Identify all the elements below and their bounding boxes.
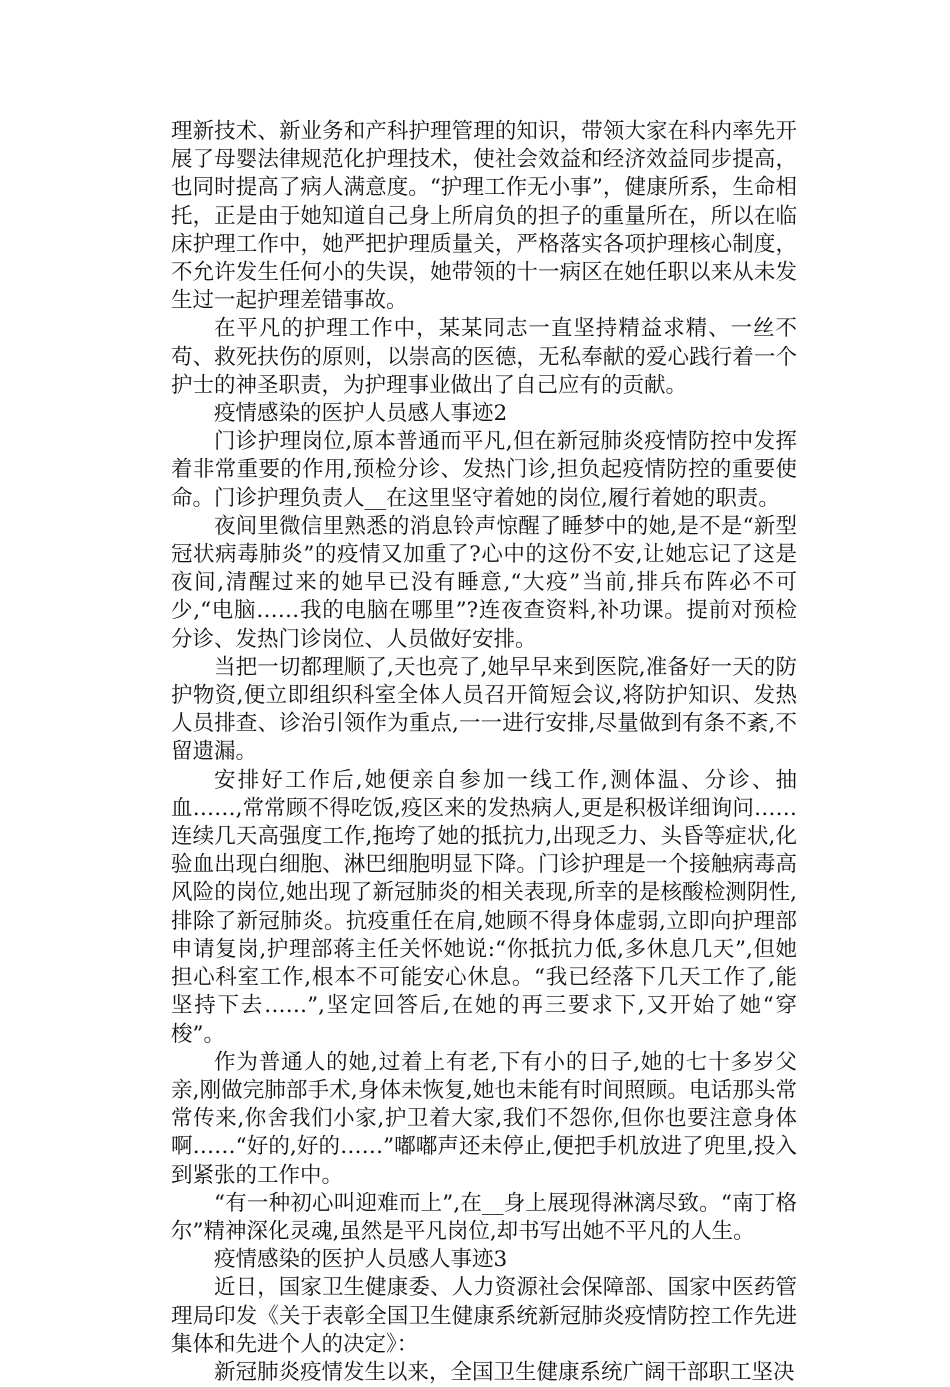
section-heading-2: 疫情感染的医护人员感人事迹2	[214, 401, 508, 427]
paragraph-2: 在平凡的护理工作中，某某同志一直坚持精益求精、一丝不苟、救死扶伤的原则，以崇高的医德，无私奉献的爱心践行着一个护士的神圣职责，为护理事业做出了自己应有的贡献。	[171, 316, 797, 398]
paragraph-7: 作为普通人的她,过着上有老,下有小的日子,她的七十多岁父亲,刚做完肺部手术,身体未恢复,她也未能有时间照顾。电话那头常常传来,你舍我们小家,护卫着大家,我们不怨你,但你也要注意身体啊……“好的,好的……”嘟嘟声还未停止,便把手机放进了兜里,投入到紧张的工作中。	[171, 1049, 797, 1188]
paragraph-3: 门诊护理岗位,原本普通而平凡,但在新冠肺炎疫情防控中发挥着非常重要的作用,预检分诊、发热门诊,担负起疫情防控的重要使命。门诊护理负责人__在这里坚守着她的岗位,履行着她的职责。	[171, 429, 797, 511]
paragraph-8: “有一种初心叫迎难而上”,在__身上展现得淋漓尽致。“南丁格尔”精神深化灵魂,虽然是平凡岗位,却书写出她不平凡的人生。	[171, 1190, 797, 1244]
paragraph-4: 夜间里微信里熟悉的消息铃声惊醒了睡梦中的她,是不是“新型冠状病毒肺炎”的疫情又加重了?心中的这份不安,让她忘记了这是夜间,清醒过来的她早已没有睡意,“大疫”当前,排兵布阵必不可少,“电脑……我的电脑在哪里”?连夜查资料,补功课。提前对预检分诊、发热门诊岗位、人员做好安排。	[171, 513, 797, 652]
section-heading-3: 疫情感染的医护人员感人事迹3	[214, 1247, 508, 1273]
paragraph-6: 安排好工作后,她便亲自参加一线工作,测体温、分诊、抽血……,常常顾不得吃饭,疫区来的发热病人,更是积极详细询问……连续几天高强度工作,拖垮了她的抵抗力,出现乏力、头昏等症状,化验血出现白细胞、淋巴细胞明显下降。门诊护理是一个接触病毒高风险的岗位,她出现了新冠肺炎的相关表现,所幸的是核酸检测阴性,排除了新冠肺炎。抗疫重任在肩,她顾不得身体虚弱,立即向护理部申请复岗,护理部蒋主任关怀她说:“你抵抗力低,多休息几天”,但她担心科室工作,根本不可能安心休息。“我已经落下几天工作了,能坚持下去……”,坚定回答后,在她的再三要求下,又开始了她“穿梭”。	[171, 767, 797, 1047]
paragraph-1: 理新技术、新业务和产科护理管理的知识，带领大家在科内率先开展了母婴法律规范化护理技术，使社会效益和经济效益同步提高，也同时提高了病人满意度。“护理工作无小事”，健康所系，生命相托，正是由于她知道自己身上所肩负的担子的重量所在，所以在临床护理工作中，她严把护理质量关，严格落实各项护理核心制度，不允许发生任何小的失误，她带领的十一病区在她任职以来从未发生过一起护理差错事故。	[171, 119, 797, 314]
paragraph-10: 新冠肺炎疫情发生以来，全国卫生健康系统广阔干部职工坚决	[214, 1359, 795, 1385]
document-body	[171, 118, 797, 1387]
paragraph-9: 近日，国家卫生健康委、人力资源社会保障部、国家中医药管理局印发《关于表彰全国卫生健康系统新冠肺炎疫情防控工作先进集体和先进个人的决定》：	[171, 1275, 797, 1357]
paragraph-5: 当把一切都理顺了,天也亮了,她早早来到医院,准备好一天的防护物资,便立即组织科室全体人员召开简短会议,将防护知识、发热人员排查、诊治引领作为重点,一一进行安排,尽量做到有条不紊,不留遗漏。	[171, 654, 797, 765]
